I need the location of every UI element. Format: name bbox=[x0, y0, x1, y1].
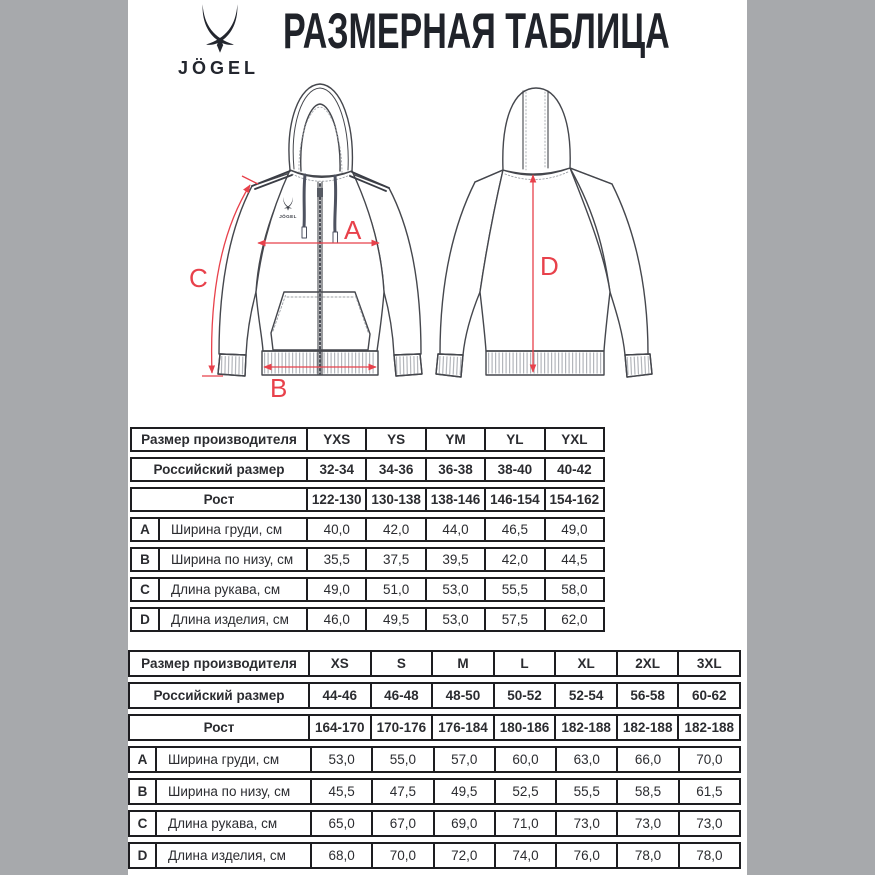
header-value: L bbox=[493, 652, 555, 675]
measure-value: 42,0 bbox=[365, 519, 424, 540]
header-value: 50-52 bbox=[493, 684, 555, 707]
measure-value: 65,0 bbox=[310, 812, 371, 835]
measure-value: 49,0 bbox=[544, 519, 603, 540]
measure-label: Ширина по низу, см bbox=[158, 549, 306, 570]
measure-letter: B bbox=[140, 552, 150, 567]
hoodie-front-view bbox=[218, 84, 422, 376]
hoodie-back-view bbox=[436, 88, 652, 377]
measure-value: 37,5 bbox=[365, 549, 424, 570]
measure-value: 66,0 bbox=[616, 748, 677, 771]
header-value: 182-188 bbox=[554, 716, 616, 739]
measure-value: 69,0 bbox=[433, 812, 494, 835]
measure-value: 61,5 bbox=[678, 780, 739, 803]
measure-value: 35,5 bbox=[306, 549, 365, 570]
measure-value: 67,0 bbox=[371, 812, 432, 835]
header-value: 176-184 bbox=[431, 716, 493, 739]
measure-value: 55,5 bbox=[555, 780, 616, 803]
measure-letter: A bbox=[140, 522, 150, 537]
header-value: YL bbox=[484, 429, 543, 450]
measure-value: 42,0 bbox=[484, 549, 543, 570]
measure-label: Ширина по низу, см bbox=[155, 780, 310, 803]
measure-value: 53,0 bbox=[310, 748, 371, 771]
header-value: 182-188 bbox=[677, 716, 739, 739]
header-value: M bbox=[431, 652, 493, 675]
table-measure-row bbox=[128, 810, 741, 837]
measure-value: 53,0 bbox=[425, 579, 484, 600]
measure-value: 55,0 bbox=[371, 748, 432, 771]
header-label: Размер производителя bbox=[141, 656, 297, 671]
table-header-row bbox=[128, 714, 741, 741]
header-value: YS bbox=[365, 429, 424, 450]
measure-label: Длина изделия, см bbox=[158, 609, 306, 630]
measure-value: 71,0 bbox=[494, 812, 555, 835]
header-value: 170-176 bbox=[370, 716, 432, 739]
measure-label: Длина рукава, см bbox=[158, 579, 306, 600]
measure-label: Длина изделия, см bbox=[155, 844, 310, 867]
header-value: YXL bbox=[544, 429, 603, 450]
measure-letter: D bbox=[137, 848, 148, 863]
measure-value: 63,0 bbox=[555, 748, 616, 771]
header-value: 36-38 bbox=[425, 459, 484, 480]
measure-value: 74,0 bbox=[494, 844, 555, 867]
measure-value: 44,5 bbox=[544, 549, 603, 570]
measure-value: 76,0 bbox=[555, 844, 616, 867]
dim-tick-c-top bbox=[242, 176, 258, 184]
table-header-row bbox=[130, 487, 605, 512]
measure-value: 49,0 bbox=[306, 579, 365, 600]
table-measure-row bbox=[130, 577, 605, 602]
measure-value: 70,0 bbox=[371, 844, 432, 867]
header-value: YM bbox=[425, 429, 484, 450]
measure-letter: B bbox=[137, 784, 148, 799]
table-measure-row bbox=[128, 746, 741, 773]
measure-value: 46,5 bbox=[484, 519, 543, 540]
header-value: 138-146 bbox=[425, 489, 484, 510]
measure-value: 39,5 bbox=[425, 549, 484, 570]
measure-value: 78,0 bbox=[678, 844, 739, 867]
measure-value: 58,0 bbox=[544, 579, 603, 600]
measure-value: 57,5 bbox=[484, 609, 543, 630]
measure-value: 78,0 bbox=[616, 844, 677, 867]
header-value: 60-62 bbox=[677, 684, 739, 707]
page-title: РАЗМЕРНАЯ ТАБЛИЦА bbox=[283, 3, 670, 59]
table-measure-row bbox=[130, 517, 605, 542]
header-label: Российский размер bbox=[153, 688, 285, 703]
header-value: 46-48 bbox=[370, 684, 432, 707]
header-value: 3XL bbox=[677, 652, 739, 675]
size-table-youth bbox=[130, 427, 605, 637]
measure-value: 73,0 bbox=[555, 812, 616, 835]
header-value: 34-36 bbox=[365, 459, 424, 480]
header-value: 40-42 bbox=[544, 459, 603, 480]
dim-label-a: A bbox=[344, 215, 362, 245]
measure-value: 62,0 bbox=[544, 609, 603, 630]
header-value: 180-186 bbox=[493, 716, 555, 739]
header-value: YXS bbox=[306, 429, 365, 450]
header-value: XS bbox=[308, 652, 370, 675]
table-measure-row bbox=[128, 842, 741, 869]
measure-value: 49,5 bbox=[433, 780, 494, 803]
measure-value: 58,5 bbox=[616, 780, 677, 803]
measure-value: 72,0 bbox=[433, 844, 494, 867]
header-label: Размер производителя bbox=[141, 432, 297, 447]
table-header-row bbox=[130, 457, 605, 482]
header-value: 146-154 bbox=[484, 489, 543, 510]
header-value: 38-40 bbox=[484, 459, 543, 480]
table-measure-row bbox=[130, 607, 605, 632]
size-table-adult bbox=[128, 650, 741, 874]
measure-value: 73,0 bbox=[678, 812, 739, 835]
measure-value: 53,0 bbox=[425, 609, 484, 630]
measure-value: 46,0 bbox=[306, 609, 365, 630]
table-measure-row bbox=[130, 547, 605, 572]
brand-logo-icon bbox=[195, 2, 245, 55]
header-value: 48-50 bbox=[431, 684, 493, 707]
header-value: 154-162 bbox=[544, 489, 603, 510]
measure-value: 55,5 bbox=[484, 579, 543, 600]
measure-label: Ширина груди, см bbox=[158, 519, 306, 540]
measure-value: 44,0 bbox=[425, 519, 484, 540]
measure-value: 57,0 bbox=[433, 748, 494, 771]
measure-label: Ширина груди, см bbox=[155, 748, 310, 771]
measure-letter: D bbox=[140, 612, 150, 627]
header-value: 52-54 bbox=[554, 684, 616, 707]
header-value: 130-138 bbox=[365, 489, 424, 510]
measure-value: 60,0 bbox=[494, 748, 555, 771]
header-value: 2XL bbox=[616, 652, 678, 675]
measure-label: Длина рукава, см bbox=[155, 812, 310, 835]
table-measure-row bbox=[128, 778, 741, 805]
measure-letter: C bbox=[137, 816, 148, 831]
measure-value: 52,5 bbox=[494, 780, 555, 803]
header-value: 122-130 bbox=[306, 489, 365, 510]
svg-text:JÖGEL: JÖGEL bbox=[279, 214, 297, 219]
measure-value: 49,5 bbox=[365, 609, 424, 630]
header-value: 44-46 bbox=[308, 684, 370, 707]
table-header-row bbox=[128, 650, 741, 677]
measure-value: 70,0 bbox=[678, 748, 739, 771]
brand-wordmark: JÖGEL bbox=[178, 58, 260, 78]
header-label: Рост bbox=[203, 720, 235, 735]
measure-value: 51,0 bbox=[365, 579, 424, 600]
measure-value: 68,0 bbox=[310, 844, 371, 867]
dim-label-c: C bbox=[189, 263, 208, 293]
measure-letter: A bbox=[137, 752, 148, 767]
header-value: XL bbox=[554, 652, 616, 675]
hoodie-diagram bbox=[128, 78, 747, 418]
header-value: 164-170 bbox=[308, 716, 370, 739]
measure-letter: C bbox=[140, 582, 150, 597]
table-header-row bbox=[130, 427, 605, 452]
size-chart-sheet bbox=[128, 0, 747, 875]
header-label: Рост bbox=[203, 492, 235, 507]
table-header-row bbox=[128, 682, 741, 709]
header-label: Российский размер bbox=[153, 462, 285, 477]
measure-value: 73,0 bbox=[616, 812, 677, 835]
measure-value: 40,0 bbox=[306, 519, 365, 540]
dim-label-d: D bbox=[540, 251, 559, 281]
header-value: 56-58 bbox=[616, 684, 678, 707]
header-value: 182-188 bbox=[616, 716, 678, 739]
measure-value: 47,5 bbox=[371, 780, 432, 803]
dim-label-b: B bbox=[270, 373, 288, 403]
header-value: S bbox=[370, 652, 432, 675]
header-value: 32-34 bbox=[306, 459, 365, 480]
measure-value: 45,5 bbox=[310, 780, 371, 803]
brand-logo bbox=[178, 2, 288, 79]
